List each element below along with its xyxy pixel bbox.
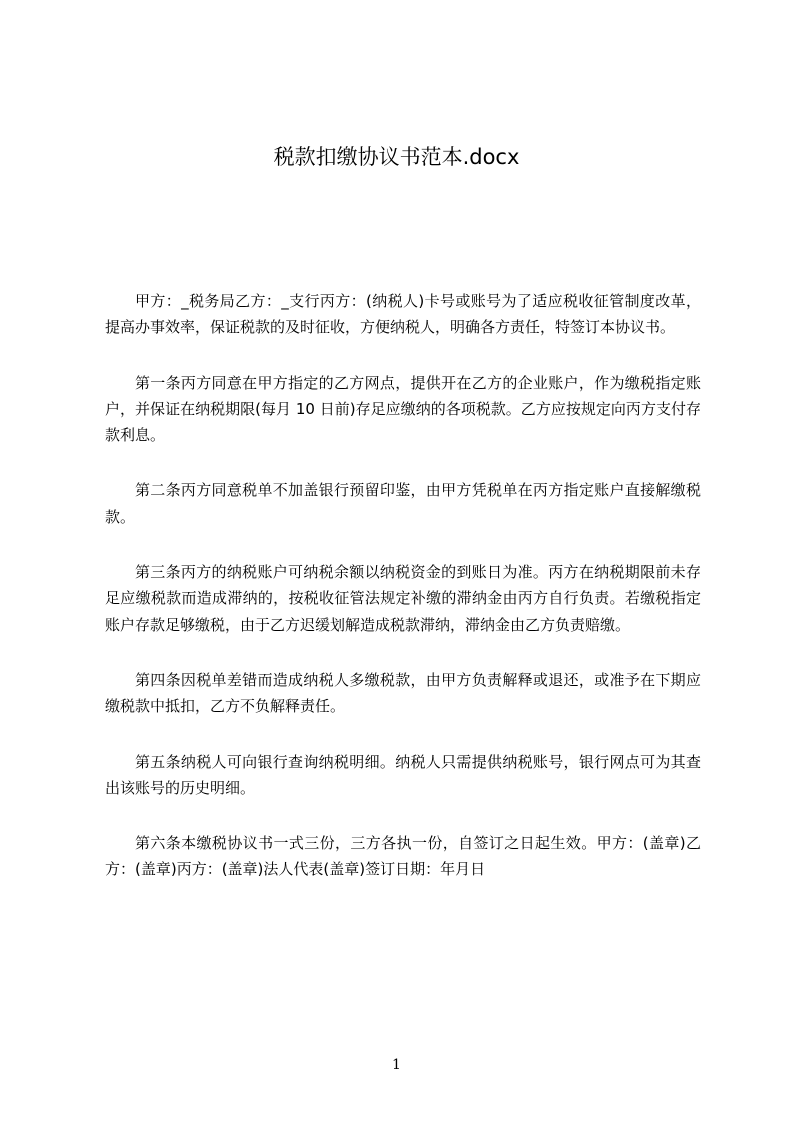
- document-title: 税款扣缴协议书范本.docx: [273, 145, 520, 169]
- article-2-paragraph: 第二条丙方同意税单不加盖银行预留印鉴，由甲方凭税单在丙方指定账户直接解缴税款。: [105, 481, 701, 526]
- preamble-paragraph: 甲方：_税务局乙方：_支行丙方：(纳税人)卡号或账号为了适应税收征管制度改革，提高办事效率，保证税款的及时征收，方便纳税人，明确各方责任，特签订本协议书。: [105, 292, 701, 337]
- article-6-paragraph: 第六条本缴税协议书一式三份，三方各执一份，自签订之日起生效。甲方：(盖章)乙方：(盖章)丙方：(盖章)法人代表(盖章)签订日期：年月日: [105, 834, 701, 879]
- document-body: [105, 288, 701, 912]
- article-1-paragraph: 第一条丙方同意在甲方指定的乙方网点，提供开在乙方的企业账户，作为缴税指定账户，并保证在纳税期限(每月 10 日前)存足应缴纳的各项税款。乙方应按规定向丙方支付存款利息。: [105, 373, 701, 445]
- article-5-paragraph: 第五条纳税人可向银行查询纳税明细。纳税人只需提供纳税账号，银行网点可为其查出该账号的历史明细。: [105, 752, 701, 797]
- page-number: 1: [392, 1057, 401, 1073]
- article-3-paragraph: 第三条丙方的纳税账户可纳税余额以纳税资金的到账日为准。丙方在纳税期限前未存足应缴税款而造成滞纳的，按税收征管法规定补缴的滞纳金由丙方自行负责。若缴税指定账户存款足够缴税，由于乙方迟缓划解造成税款滞纳，滞纳金由乙方负责赔缴。: [105, 563, 701, 634]
- article-4-paragraph: 第四条因税单差错而造成纳税人多缴税款，由甲方负责解释或退还，或准予在下期应缴税款中抵扣，乙方不负解释责任。: [105, 670, 701, 716]
